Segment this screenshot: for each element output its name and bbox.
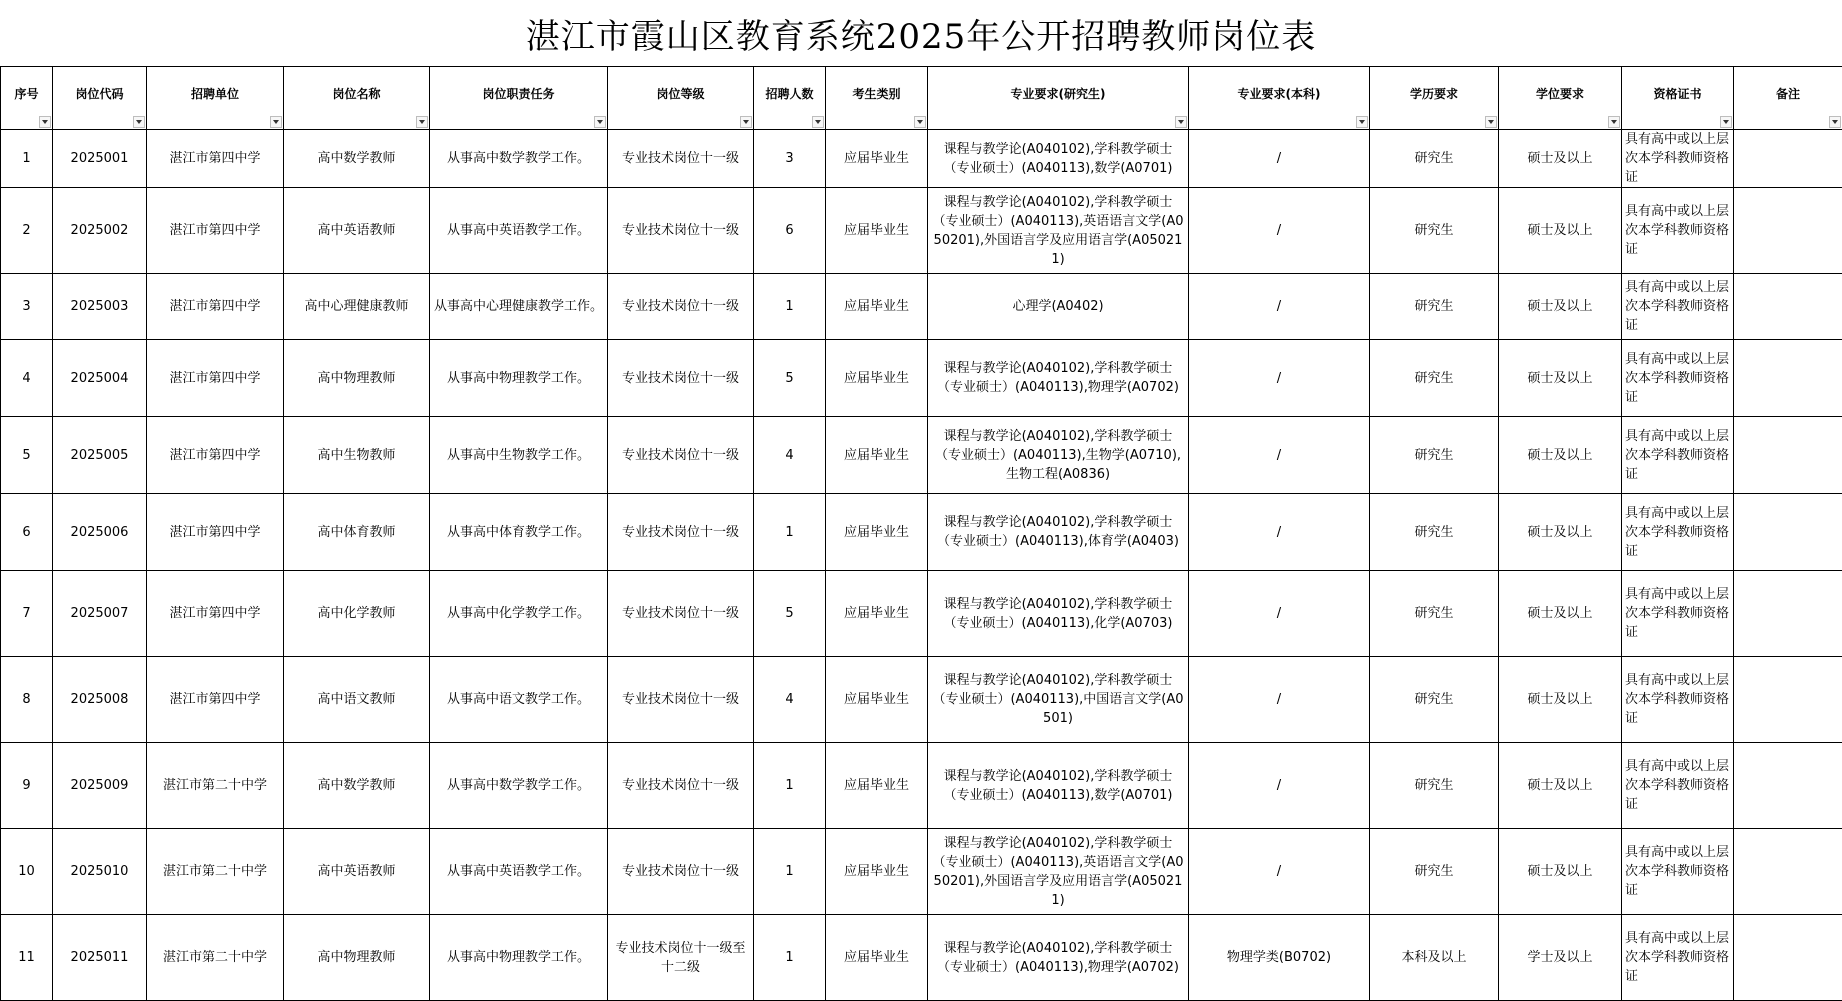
filter-dropdown-icon[interactable] [1485, 116, 1497, 128]
cell-count[interactable]: 4 [754, 417, 826, 494]
cell-post-name[interactable]: 高中生物教师 [284, 417, 430, 494]
cell-post-code[interactable]: 2025005 [53, 417, 147, 494]
cell-education[interactable]: 研究生 [1370, 188, 1499, 274]
cell-certificate[interactable]: 具有高中或以上层次本学科教师资格证 [1622, 417, 1734, 494]
cell-major-grad[interactable]: 课程与教学论(A040102),学科教学硕士（专业硕士）(A040113),体育学(A0403) [928, 494, 1189, 571]
cell-count[interactable]: 6 [754, 188, 826, 274]
cell-level[interactable]: 专业技术岗位十一级 [608, 417, 754, 494]
cell-post-name[interactable]: 高中英语教师 [284, 188, 430, 274]
table-row [1, 130, 1842, 188]
cell-category[interactable]: 应届毕业生 [826, 915, 928, 1001]
cell-remarks[interactable] [1734, 340, 1842, 417]
cell-major-undergrad[interactable]: / [1189, 340, 1370, 417]
cell-major-undergrad[interactable]: / [1189, 188, 1370, 274]
cell-count[interactable]: 1 [754, 915, 826, 1001]
header-label: 专业要求(研究生) [1011, 87, 1106, 101]
cell-seq[interactable]: 5 [1, 417, 53, 494]
cell-seq[interactable]: 10 [1, 829, 53, 915]
cell-category[interactable]: 应届毕业生 [826, 274, 928, 340]
cell-seq[interactable]: 9 [1, 743, 53, 829]
cell-level[interactable]: 专业技术岗位十一级 [608, 743, 754, 829]
cell-education[interactable]: 研究生 [1370, 571, 1499, 657]
cell-seq[interactable]: 1 [1, 130, 53, 188]
cell-count[interactable]: 5 [754, 571, 826, 657]
cell-remarks[interactable] [1734, 417, 1842, 494]
cell-education[interactable]: 研究生 [1370, 829, 1499, 915]
cell-duty[interactable]: 从事高中心理健康教学工作。 [430, 274, 608, 340]
cell-major-grad[interactable]: 课程与教学论(A040102),学科教学硕士（专业硕士）(A040113),中国语言文学(A0501) [928, 657, 1189, 743]
cell-post-code[interactable]: 2025002 [53, 188, 147, 274]
cell-degree[interactable]: 硕士及以上 [1499, 494, 1622, 571]
header-major-undergrad [1189, 67, 1370, 130]
header-label: 考生类别 [852, 87, 900, 101]
header-label: 岗位等级 [656, 87, 704, 101]
cell-degree[interactable]: 硕士及以上 [1499, 829, 1622, 915]
header-row [1, 67, 1842, 130]
cell-level[interactable]: 专业技术岗位十一级 [608, 340, 754, 417]
filter-dropdown-icon[interactable] [270, 116, 282, 128]
cell-count[interactable]: 4 [754, 657, 826, 743]
cell-duty[interactable]: 从事高中英语教学工作。 [430, 829, 608, 915]
cell-post-code[interactable]: 2025004 [53, 340, 147, 417]
cell-major-grad[interactable]: 课程与教学论(A040102),学科教学硕士（专业硕士）(A040113),化学(A0703) [928, 571, 1189, 657]
cell-unit[interactable]: 湛江市第四中学 [147, 494, 284, 571]
cell-category[interactable]: 应届毕业生 [826, 829, 928, 915]
filter-dropdown-icon[interactable] [740, 116, 752, 128]
cell-degree[interactable]: 硕士及以上 [1499, 188, 1622, 274]
cell-unit[interactable]: 湛江市第二十中学 [147, 743, 284, 829]
cell-major-grad[interactable]: 课程与教学论(A040102),学科教学硕士（专业硕士）(A040113),英语语言文学(A050201),外国语言学及应用语言学(A050211) [928, 188, 1189, 274]
cell-degree[interactable]: 硕士及以上 [1499, 417, 1622, 494]
cell-education[interactable]: 研究生 [1370, 743, 1499, 829]
cell-certificate[interactable]: 具有高中或以上层次本学科教师资格证 [1622, 274, 1734, 340]
cell-duty[interactable]: 从事高中物理教学工作。 [430, 340, 608, 417]
header-count [754, 67, 826, 130]
header-seq [1, 67, 53, 130]
cell-seq[interactable]: 2 [1, 188, 53, 274]
header-label: 专业要求(本科) [1238, 87, 1321, 101]
table-body [1, 130, 1842, 1001]
cell-post-code[interactable]: 2025003 [53, 274, 147, 340]
cell-level[interactable]: 专业技术岗位十一级 [608, 657, 754, 743]
header-remarks [1734, 67, 1842, 130]
cell-post-name[interactable]: 高中数学教师 [284, 130, 430, 188]
cell-post-code[interactable]: 2025011 [53, 915, 147, 1001]
cell-remarks[interactable] [1734, 657, 1842, 743]
cell-remarks[interactable] [1734, 743, 1842, 829]
cell-education[interactable]: 研究生 [1370, 340, 1499, 417]
cell-category[interactable]: 应届毕业生 [826, 188, 928, 274]
cell-degree[interactable]: 硕士及以上 [1499, 657, 1622, 743]
header-category [826, 67, 928, 130]
filter-dropdown-icon[interactable] [1175, 116, 1187, 128]
cell-category[interactable]: 应届毕业生 [826, 417, 928, 494]
cell-post-code[interactable]: 2025009 [53, 743, 147, 829]
cell-major-undergrad[interactable]: 物理学类(B0702) [1189, 915, 1370, 1001]
page-title: 湛江市霞山区教育系统2025年公开招聘教师岗位表 [0, 0, 1842, 67]
cell-count[interactable]: 3 [754, 130, 826, 188]
cell-education[interactable]: 研究生 [1370, 274, 1499, 340]
header-education [1370, 67, 1499, 130]
cell-certificate[interactable]: 具有高中或以上层次本学科教师资格证 [1622, 915, 1734, 1001]
cell-unit[interactable]: 湛江市第四中学 [147, 417, 284, 494]
cell-remarks[interactable] [1734, 571, 1842, 657]
cell-certificate[interactable]: 具有高中或以上层次本学科教师资格证 [1622, 571, 1734, 657]
cell-category[interactable]: 应届毕业生 [826, 743, 928, 829]
cell-degree[interactable]: 硕士及以上 [1499, 130, 1622, 188]
header-level [608, 67, 754, 130]
cell-education[interactable]: 研究生 [1370, 657, 1499, 743]
cell-duty[interactable]: 从事高中物理教学工作。 [430, 915, 608, 1001]
cell-major-grad[interactable]: 课程与教学论(A040102),学科教学硕士（专业硕士）(A040113),数学(A0701) [928, 743, 1189, 829]
cell-post-code[interactable]: 2025006 [53, 494, 147, 571]
cell-degree[interactable]: 硕士及以上 [1499, 340, 1622, 417]
cell-major-undergrad[interactable]: / [1189, 274, 1370, 340]
cell-post-name[interactable]: 高中数学教师 [284, 743, 430, 829]
cell-degree[interactable]: 硕士及以上 [1499, 743, 1622, 829]
cell-duty[interactable]: 从事高中语文教学工作。 [430, 657, 608, 743]
cell-seq[interactable]: 8 [1, 657, 53, 743]
cell-duty[interactable]: 从事高中数学教学工作。 [430, 743, 608, 829]
cell-major-grad[interactable]: 课程与教学论(A040102),学科教学硕士（专业硕士）(A040113),英语语言文学(A050201),外国语言学及应用语言学(A050211) [928, 829, 1189, 915]
cell-seq[interactable]: 3 [1, 274, 53, 340]
cell-count[interactable]: 5 [754, 340, 826, 417]
header-post-name [284, 67, 430, 130]
table-row [1, 274, 1842, 340]
filter-dropdown-icon[interactable] [594, 116, 606, 128]
cell-remarks[interactable] [1734, 494, 1842, 571]
cell-certificate[interactable]: 具有高中或以上层次本学科教师资格证 [1622, 657, 1734, 743]
cell-certificate[interactable]: 具有高中或以上层次本学科教师资格证 [1622, 743, 1734, 829]
filter-dropdown-icon[interactable] [1720, 116, 1732, 128]
cell-level[interactable]: 专业技术岗位十一级 [608, 494, 754, 571]
header-unit [147, 67, 284, 130]
cell-unit[interactable]: 湛江市第二十中学 [147, 829, 284, 915]
header-label: 序号 [14, 87, 38, 101]
cell-seq[interactable]: 11 [1, 915, 53, 1001]
cell-count[interactable]: 1 [754, 494, 826, 571]
cell-major-grad[interactable]: 课程与教学论(A040102),学科教学硕士（专业硕士）(A040113),物理学(A0702) [928, 340, 1189, 417]
cell-certificate[interactable]: 具有高中或以上层次本学科教师资格证 [1622, 340, 1734, 417]
cell-unit[interactable]: 湛江市第四中学 [147, 130, 284, 188]
cell-count[interactable]: 1 [754, 829, 826, 915]
cell-unit[interactable]: 湛江市第四中学 [147, 340, 284, 417]
cell-degree[interactable]: 学士及以上 [1499, 915, 1622, 1001]
table-row [1, 915, 1842, 1001]
cell-certificate[interactable]: 具有高中或以上层次本学科教师资格证 [1622, 188, 1734, 274]
cell-post-code[interactable]: 2025001 [53, 130, 147, 188]
cell-degree[interactable]: 硕士及以上 [1499, 571, 1622, 657]
cell-major-undergrad[interactable]: / [1189, 829, 1370, 915]
header-label: 备注 [1776, 87, 1800, 101]
cell-unit[interactable]: 湛江市第二十中学 [147, 915, 284, 1001]
cell-category[interactable]: 应届毕业生 [826, 130, 928, 188]
cell-post-name[interactable]: 高中物理教师 [284, 915, 430, 1001]
cell-post-code[interactable]: 2025010 [53, 829, 147, 915]
cell-major-undergrad[interactable]: / [1189, 130, 1370, 188]
cell-duty[interactable]: 从事高中生物教学工作。 [430, 417, 608, 494]
table-row [1, 657, 1842, 743]
table-row [1, 188, 1842, 274]
cell-seq[interactable]: 6 [1, 494, 53, 571]
cell-remarks[interactable] [1734, 188, 1842, 274]
cell-post-name[interactable]: 高中体育教师 [284, 494, 430, 571]
filter-dropdown-icon[interactable] [914, 116, 926, 128]
cell-seq[interactable]: 4 [1, 340, 53, 417]
table-row [1, 494, 1842, 571]
cell-major-undergrad[interactable]: / [1189, 571, 1370, 657]
cell-unit[interactable]: 湛江市第四中学 [147, 657, 284, 743]
table-row [1, 571, 1842, 657]
table-row [1, 340, 1842, 417]
cell-major-undergrad[interactable]: / [1189, 417, 1370, 494]
cell-post-code[interactable]: 2025007 [53, 571, 147, 657]
cell-major-undergrad[interactable]: / [1189, 743, 1370, 829]
cell-unit[interactable]: 湛江市第四中学 [147, 188, 284, 274]
cell-certificate[interactable]: 具有高中或以上层次本学科教师资格证 [1622, 829, 1734, 915]
cell-unit[interactable]: 湛江市第四中学 [147, 571, 284, 657]
filter-dropdown-icon[interactable] [1608, 116, 1620, 128]
cell-certificate[interactable]: 具有高中或以上层次本学科教师资格证 [1622, 130, 1734, 188]
table-row [1, 743, 1842, 829]
filter-dropdown-icon[interactable] [416, 116, 428, 128]
cell-duty[interactable]: 从事高中体育教学工作。 [430, 494, 608, 571]
header-label: 资格证书 [1653, 87, 1701, 101]
header-duty [430, 67, 608, 130]
cell-major-grad[interactable]: 课程与教学论(A040102),学科教学硕士（专业硕士）(A040113),生物学(A0710),生物工程(A0836) [928, 417, 1189, 494]
header-post-code [53, 67, 147, 130]
header-label: 岗位代码 [75, 87, 123, 101]
cell-level[interactable]: 专业技术岗位十一级 [608, 188, 754, 274]
cell-major-undergrad[interactable]: / [1189, 494, 1370, 571]
cell-remarks[interactable] [1734, 274, 1842, 340]
header-label: 招聘人数 [765, 87, 813, 101]
cell-post-name[interactable]: 高中化学教师 [284, 571, 430, 657]
cell-degree[interactable]: 硕士及以上 [1499, 274, 1622, 340]
cell-duty[interactable]: 从事高中化学教学工作。 [430, 571, 608, 657]
table-row [1, 829, 1842, 915]
cell-certificate[interactable]: 具有高中或以上层次本学科教师资格证 [1622, 494, 1734, 571]
cell-unit[interactable]: 湛江市第四中学 [147, 274, 284, 340]
recruitment-table [0, 66, 1842, 1001]
cell-count[interactable]: 1 [754, 743, 826, 829]
cell-duty[interactable]: 从事高中数学教学工作。 [430, 130, 608, 188]
cell-category[interactable]: 应届毕业生 [826, 657, 928, 743]
cell-category[interactable]: 应届毕业生 [826, 494, 928, 571]
header-label: 学位要求 [1536, 87, 1584, 101]
header-label: 岗位职责任务 [482, 87, 554, 101]
header-major-grad [928, 67, 1189, 130]
filter-dropdown-icon[interactable] [1829, 116, 1841, 128]
cell-remarks[interactable] [1734, 915, 1842, 1001]
cell-level[interactable]: 专业技术岗位十一级 [608, 130, 754, 188]
cell-post-name[interactable]: 高中物理教师 [284, 340, 430, 417]
cell-duty[interactable]: 从事高中英语教学工作。 [430, 188, 608, 274]
table-row [1, 417, 1842, 494]
header-degree [1499, 67, 1622, 130]
cell-post-code[interactable]: 2025008 [53, 657, 147, 743]
cell-education[interactable]: 研究生 [1370, 130, 1499, 188]
cell-education[interactable]: 研究生 [1370, 417, 1499, 494]
cell-level[interactable]: 专业技术岗位十一级 [608, 274, 754, 340]
cell-remarks[interactable] [1734, 130, 1842, 188]
cell-level[interactable]: 专业技术岗位十一级至十二级 [608, 915, 754, 1001]
cell-category[interactable]: 应届毕业生 [826, 571, 928, 657]
cell-education[interactable]: 研究生 [1370, 494, 1499, 571]
header-label: 学历要求 [1410, 87, 1458, 101]
cell-major-grad[interactable]: 课程与教学论(A040102),学科教学硕士（专业硕士）(A040113),物理学(A0702) [928, 915, 1189, 1001]
cell-remarks[interactable] [1734, 829, 1842, 915]
cell-post-name[interactable]: 高中语文教师 [284, 657, 430, 743]
filter-dropdown-icon[interactable] [812, 116, 824, 128]
header-label: 岗位名称 [332, 87, 380, 101]
cell-education[interactable]: 本科及以上 [1370, 915, 1499, 1001]
cell-level[interactable]: 专业技术岗位十一级 [608, 571, 754, 657]
cell-seq[interactable]: 7 [1, 571, 53, 657]
cell-post-name[interactable]: 高中英语教师 [284, 829, 430, 915]
cell-major-grad[interactable]: 课程与教学论(A040102),学科教学硕士（专业硕士）(A040113),数学(A0701) [928, 130, 1189, 188]
filter-dropdown-icon[interactable] [1356, 116, 1368, 128]
cell-major-undergrad[interactable]: / [1189, 657, 1370, 743]
filter-dropdown-icon[interactable] [39, 116, 51, 128]
cell-count[interactable]: 1 [754, 274, 826, 340]
cell-level[interactable]: 专业技术岗位十一级 [608, 829, 754, 915]
cell-category[interactable]: 应届毕业生 [826, 340, 928, 417]
cell-major-grad[interactable]: 心理学(A0402) [928, 274, 1189, 340]
cell-post-name[interactable]: 高中心理健康教师 [284, 274, 430, 340]
header-certificate [1622, 67, 1734, 130]
header-label: 招聘单位 [191, 87, 239, 101]
filter-dropdown-icon[interactable] [133, 116, 145, 128]
